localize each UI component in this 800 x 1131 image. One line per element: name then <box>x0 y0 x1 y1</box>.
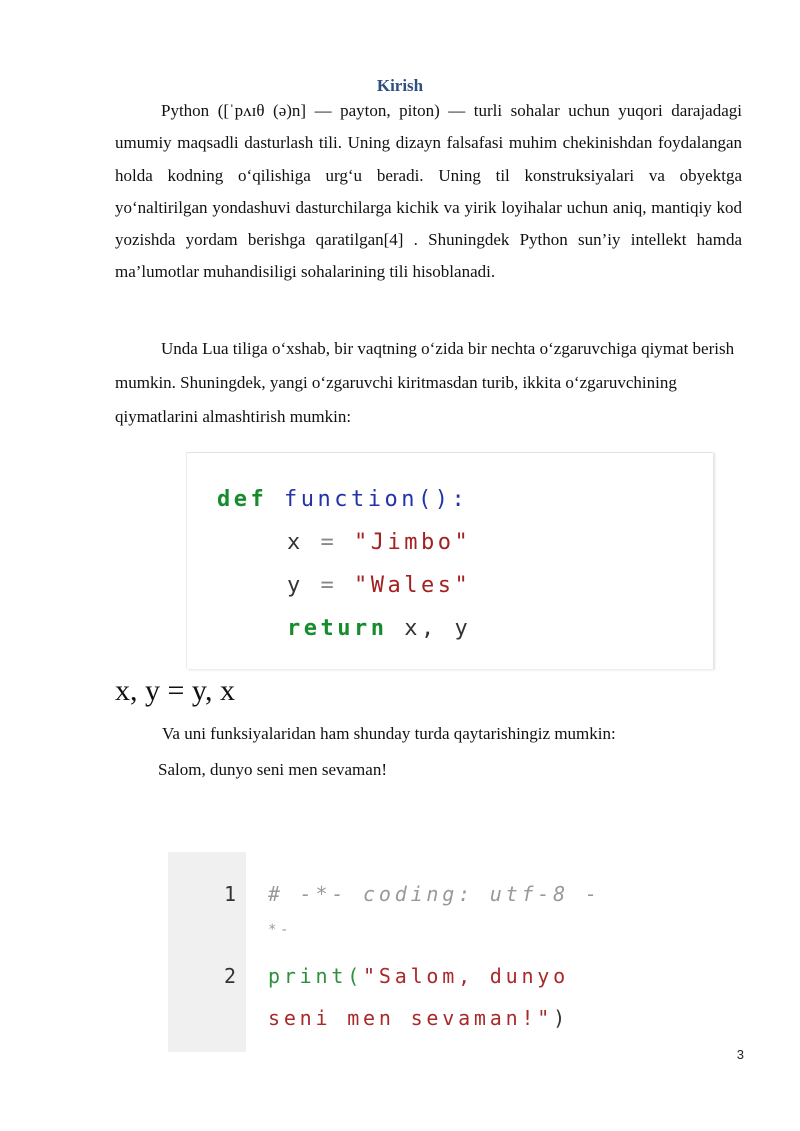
swap-paragraph: Unda Lua tiliga oʻxshab, bir vaqtning oʻzida bir nechta oʻzgaruvchiga qiymat berish mumkin. Shuningdek, yangi oʻzgaruvchi kiritmasdan turib, ikkita oʻzgaruvchining qiymatlarini almashtirish mumkin: <box>115 339 735 426</box>
op-eq: = <box>320 573 338 598</box>
code-block-print <box>168 852 678 1052</box>
line-number-2: 2 <box>224 964 240 988</box>
var-x: x <box>287 530 304 555</box>
functions-line: Va uni funksiyalaridan ham shunday turda qaytarishingiz mumkin: <box>162 724 616 743</box>
salom-line: Salom, dunyo seni men sevaman! <box>158 760 387 779</box>
string-jimbo: "Jimbo" <box>354 530 472 555</box>
code-comment-1: # -*- coding: utf-8 - <box>268 882 601 906</box>
code-line-def <box>217 487 468 512</box>
keyword-def: def <box>217 487 268 512</box>
string-salom: "Salom, dunyo <box>363 964 569 988</box>
string-wales: "Wales" <box>354 573 472 598</box>
code-print-line <box>268 964 569 988</box>
keyword-return: return <box>287 616 388 641</box>
string-sevaman: seni men sevaman!" <box>268 1006 554 1030</box>
close-paren: ) <box>553 1006 569 1030</box>
op-eq: = <box>320 530 338 555</box>
code-line-x <box>287 530 471 555</box>
page-number: 3 <box>736 1047 744 1062</box>
code-comment-2: *- <box>268 922 293 938</box>
code-line-return <box>287 616 471 641</box>
code-block-function <box>186 452 713 669</box>
intro-paragraph: Python ([ˈpʌɪθ (ə)n] — payton, piton) — turli sohalar uchun yuqori darajadagi umumiy maqsadli dasturlash tili. Uning dizayn falsafasi muhim chekinishdan foydalangan holda kodning oʻqilishiga urgʻu beradi. Uning til konstruksiyalari va obyektga yoʻnaltirilgan yondashuvi dasturchilarga kichik va yirik loyihalar uchun aniq, mantiqiy kod yozishda yordam berishga qaratilgan[4] . Shuningdek Python sun’iy intellekt hamda ma’lumotlar muhandisiligi sohalarining tili hisoblanadi. <box>115 101 742 282</box>
print-function: print( <box>268 964 364 988</box>
line-number-1: 1 <box>224 882 240 906</box>
var-y: y <box>287 573 304 598</box>
function-name: function(): <box>284 487 469 512</box>
return-values: x, y <box>404 616 472 641</box>
code-line-y <box>287 573 471 598</box>
code-print-line-cont <box>268 1006 569 1030</box>
page-title: Kirish <box>376 76 424 95</box>
swap-expression: x, y = y, x <box>115 674 235 707</box>
